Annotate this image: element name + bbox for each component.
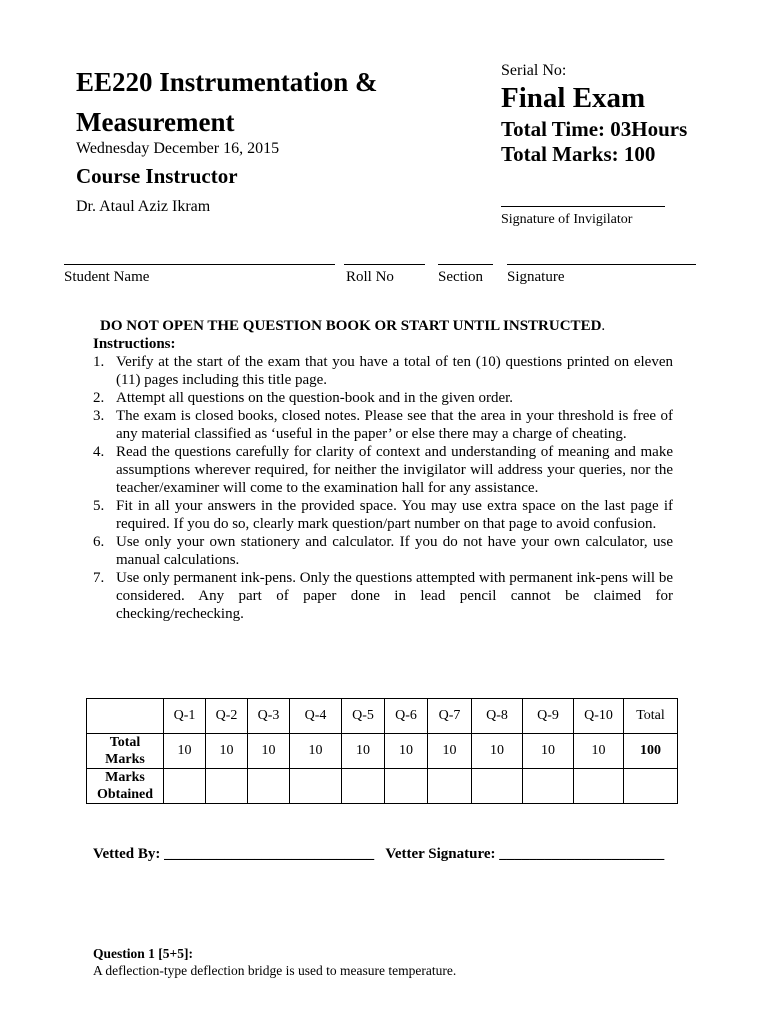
total-marks-cell: 10 — [164, 734, 206, 769]
total-marks-cell: 10 — [428, 734, 472, 769]
table-row — [87, 769, 678, 804]
section-label: Section — [438, 269, 483, 285]
vetted-by: Vetted By: ____________________________ — [93, 846, 375, 862]
marks-obtained-total-cell[interactable] — [624, 769, 678, 804]
table-header-cell: Total — [624, 699, 678, 734]
instructions-list — [93, 353, 673, 623]
table-row — [87, 734, 678, 769]
question-1-title: Question 1 [5+5]: — [93, 946, 193, 961]
table-header-cell: Q-7 — [428, 699, 472, 734]
student-name-label: Student Name — [64, 269, 150, 285]
marks-obtained-cell[interactable] — [574, 769, 624, 804]
marks-obtained-row-label: Marks Obtained — [87, 769, 164, 804]
total-marks-cell: 10 — [574, 734, 624, 769]
list-item: 3. The exam is closed books, closed notes. Please see that the area in your threshold is free of any material classified as ‘useful in the paper’ or else there may a charge of cheating. — [93, 408, 673, 442]
list-item: 1. Verify at the start of the exam that you have a total of ten (10) questions printed on eleven (11) pages including this title page. — [93, 354, 673, 388]
invigilator-signature-line — [501, 206, 665, 207]
marks-obtained-cell[interactable] — [206, 769, 248, 804]
instructor-heading: Course Instructor — [76, 164, 238, 188]
table-corner-cell — [87, 699, 164, 734]
list-item: 2. Attempt all questions on the question-book and in the given order. — [93, 390, 514, 406]
roll-no-line[interactable] — [344, 264, 425, 265]
table-header-cell: Q-8 — [472, 699, 523, 734]
instructions-heading: Instructions: — [93, 336, 176, 352]
list-item: 6. Use only your own stationery and calculator. If you do not have your own calculator, use manual calculations. — [93, 534, 673, 568]
table-header-cell: Q-1 — [164, 699, 206, 734]
invigilator-label: Signature of Invigilator — [501, 212, 633, 227]
marks-obtained-cell[interactable] — [164, 769, 206, 804]
marks-obtained-cell[interactable] — [385, 769, 428, 804]
warning-text: DO NOT OPEN THE QUESTION BOOK OR START UNTIL INSTRUCTED. — [100, 318, 606, 334]
table-header-cell: Q-9 — [523, 699, 574, 734]
marks-obtained-cell[interactable] — [428, 769, 472, 804]
table-header-cell: Q-4 — [290, 699, 342, 734]
exam-date: Wednesday December 16, 2015 — [76, 140, 280, 157]
marks-obtained-cell[interactable] — [342, 769, 385, 804]
list-item: 5. Fit in all your answers in the provided space. You may use extra space on the last page if required. If you do so, clearly mark question/part number on that page to avoid confusion. — [93, 498, 673, 532]
total-marks-cell: 10 — [342, 734, 385, 769]
student-signature-line[interactable] — [507, 264, 696, 265]
total-marks-cell: 10 — [290, 734, 342, 769]
total-marks-row-label: Total Marks — [87, 734, 164, 769]
course-title: EE220 Instrumentation & Measurement — [76, 67, 378, 137]
list-item: 7. Use only permanent ink-pens. Only the questions attempted with permanent ink-pens will be considered. Any part of paper done in lead pencil cannot be claimed for checking/rechecking. — [93, 570, 673, 622]
total-marks-cell: 10 — [206, 734, 248, 769]
total-marks-cell: 10 — [385, 734, 428, 769]
serial-label: Serial No: — [501, 62, 567, 79]
table-header-cell: Q-10 — [574, 699, 624, 734]
table-row — [87, 699, 678, 734]
table-header-cell: Q-5 — [342, 699, 385, 734]
marks-obtained-cell[interactable] — [290, 769, 342, 804]
total-marks-cell: 10 — [472, 734, 523, 769]
marks-obtained-cell[interactable] — [472, 769, 523, 804]
total-marks-cell: 10 — [523, 734, 574, 769]
total-marks: Total Marks: 100 — [501, 142, 656, 166]
student-name-line[interactable] — [64, 264, 335, 265]
total-marks-cell: 10 — [248, 734, 290, 769]
marks-table — [86, 698, 678, 804]
table-header-cell: Q-2 — [206, 699, 248, 734]
marks-obtained-cell[interactable] — [248, 769, 290, 804]
list-item: 4. Read the questions carefully for clarity of context and understanding of meaning and make assumptions wherever required, for neither the invigilator will address your queries, nor the teacher/examiner will come to the examination hall for any assistance. — [93, 444, 673, 496]
vetter-signature: Vetter Signature: ______________________ — [385, 846, 665, 862]
table-header-cell: Q-6 — [385, 699, 428, 734]
instructor-name: Dr. Ataul Aziz Ikram — [76, 198, 211, 215]
vetting-line — [93, 846, 664, 863]
roll-no-label: Roll No — [346, 269, 394, 285]
grand-total-cell: 100 — [624, 734, 678, 769]
question-1-text: A deflection-type deflection bridge is used to measure temperature. — [93, 963, 457, 978]
exam-title: Final Exam — [501, 82, 646, 114]
section-line[interactable] — [438, 264, 493, 265]
marks-obtained-cell[interactable] — [523, 769, 574, 804]
total-time: Total Time: 03Hours — [501, 117, 688, 141]
table-header-cell: Q-3 — [248, 699, 290, 734]
signature-label: Signature — [507, 269, 565, 285]
